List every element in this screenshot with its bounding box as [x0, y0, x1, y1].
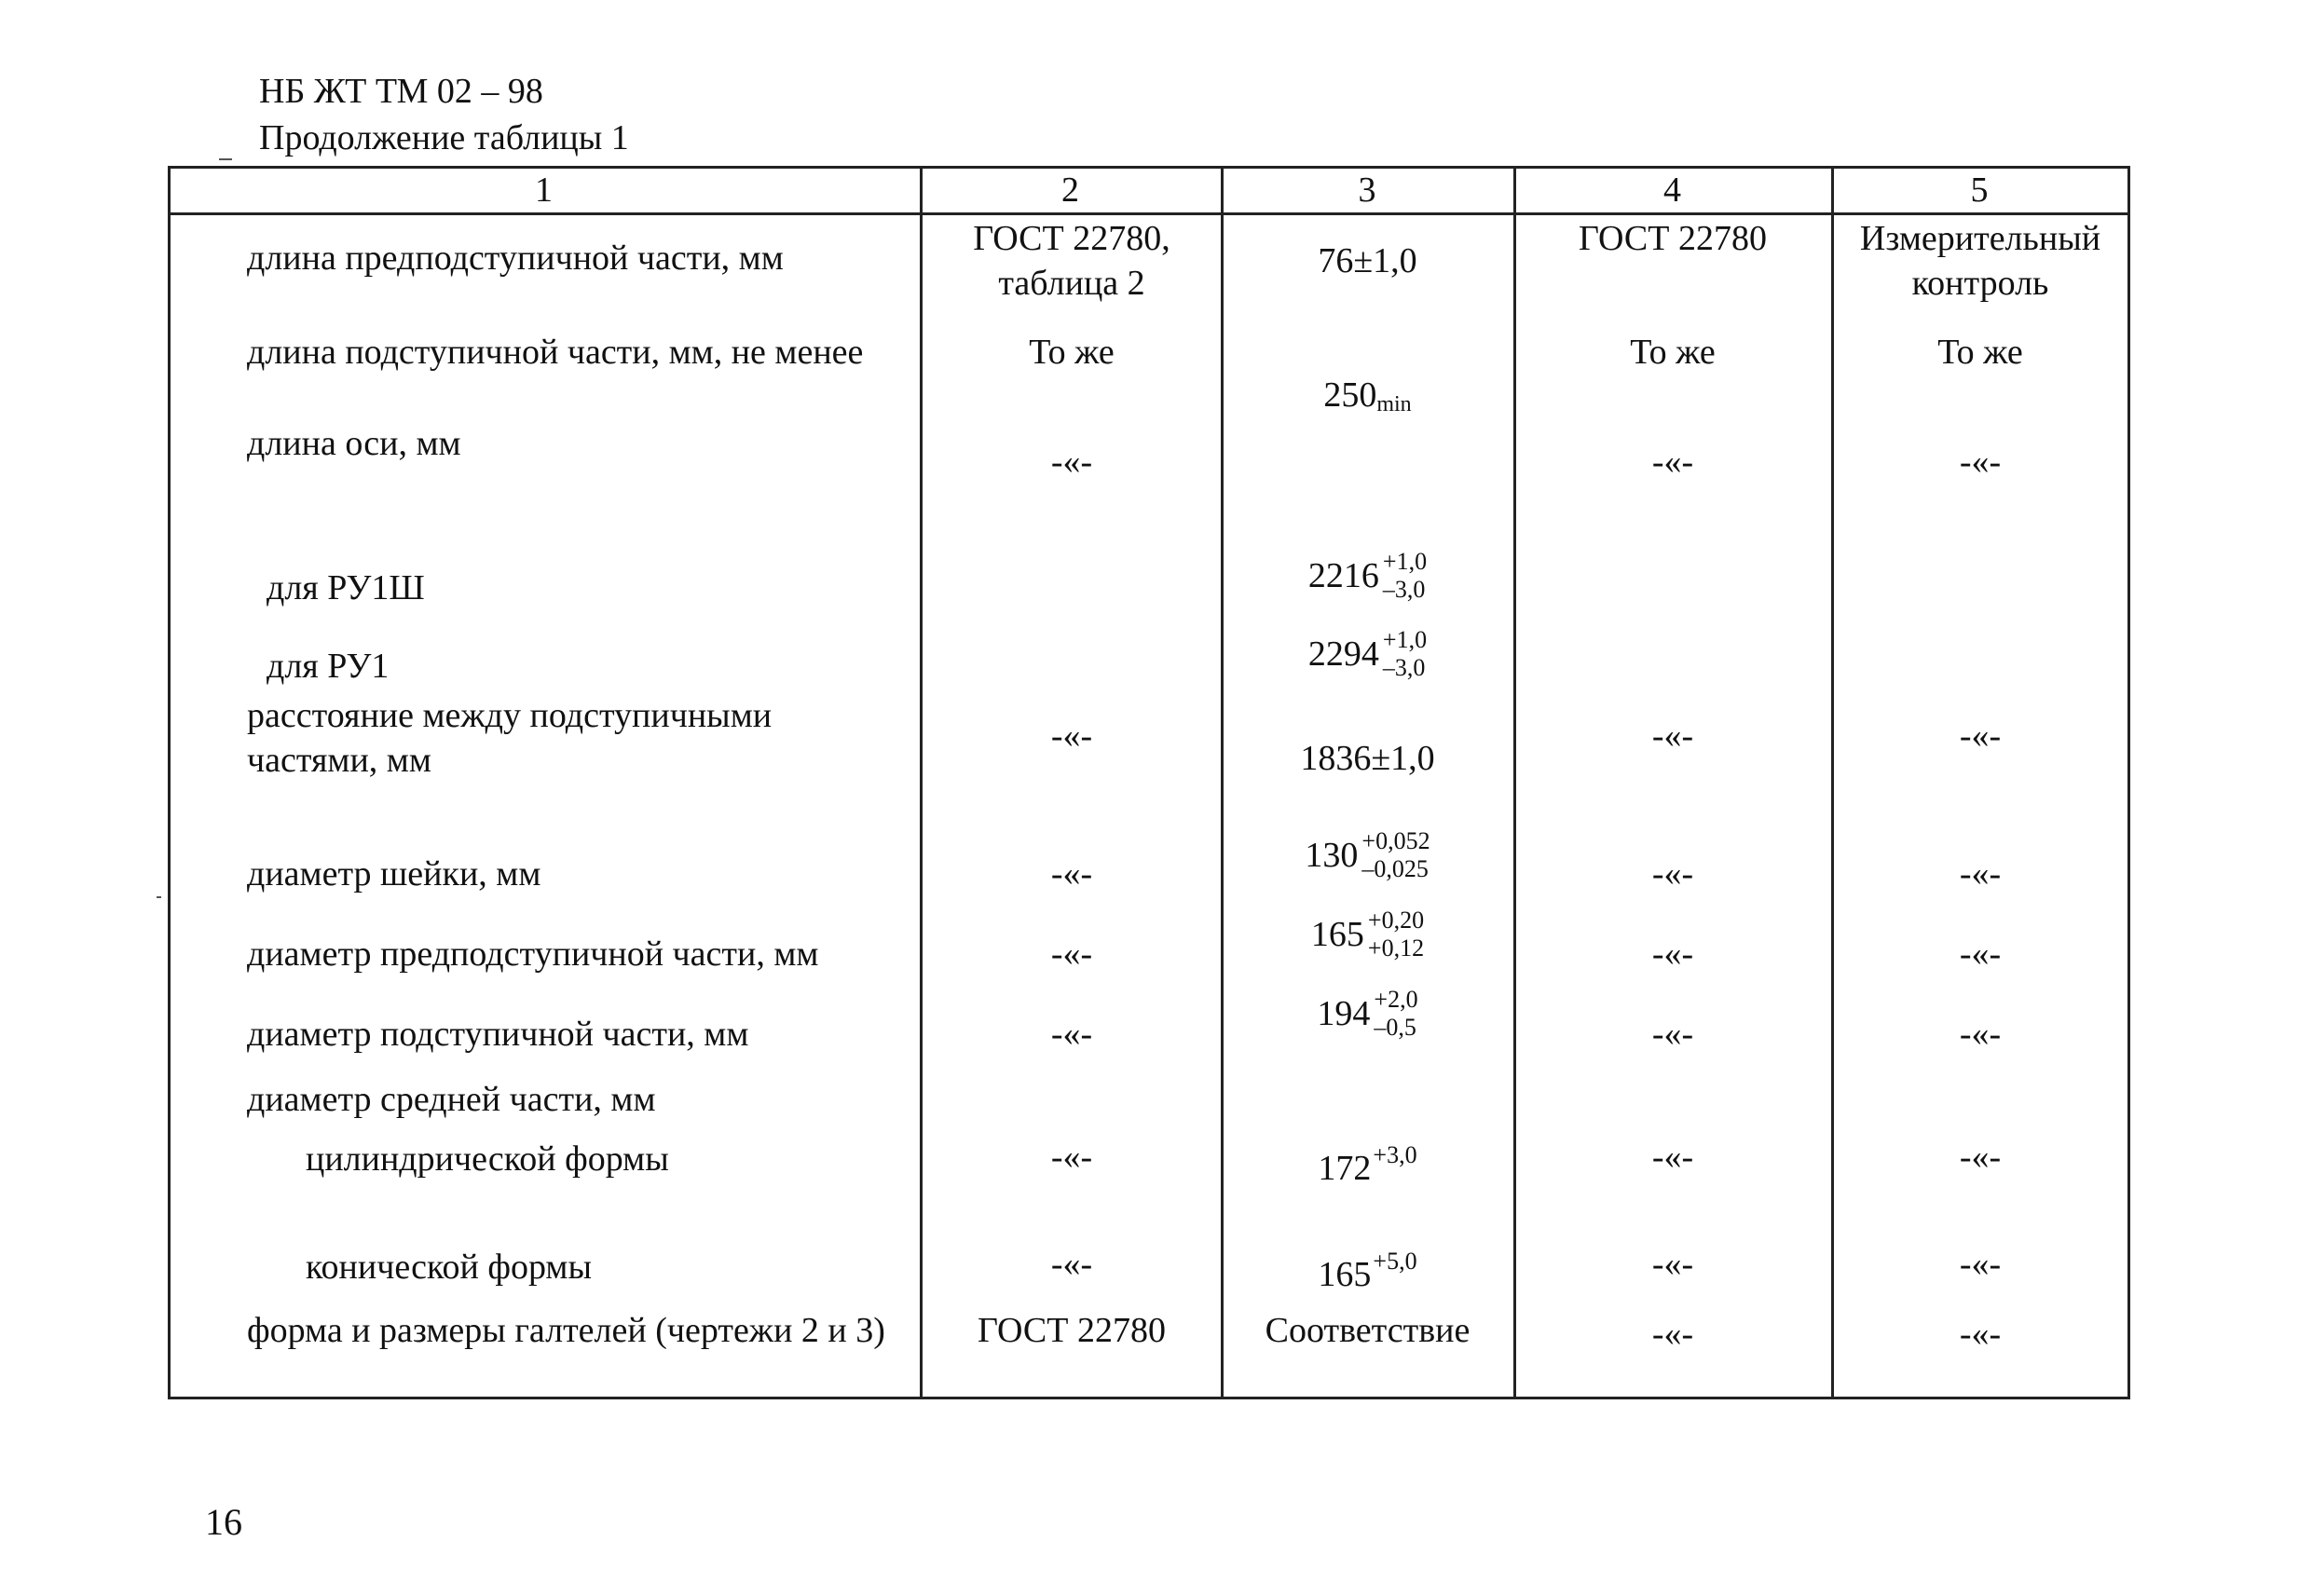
table-border-left [168, 166, 171, 1399]
column-divider [1513, 166, 1516, 1399]
param-label: диаметр средней части, мм [247, 1080, 656, 1119]
nominal-value [1225, 827, 1510, 883]
standard-ref: ГОСТ 22780 [978, 1311, 1166, 1350]
nominal-value [1225, 1141, 1510, 1191]
standard-ref: -«- [1050, 1138, 1093, 1177]
control-type: Измерительный контроль [1859, 219, 2101, 303]
method-ref: -«- [1651, 1315, 1694, 1354]
table-caption: Продолжение таблицы 1 [259, 118, 629, 157]
upper-deviation: +1,0 [1382, 548, 1428, 575]
standard-ref: -«- [1050, 443, 1093, 482]
param-label: диаметр шейки, мм [247, 854, 541, 893]
param-label: длина оси, мм [247, 424, 461, 463]
param-label: длина предподступичной части, мм [247, 239, 784, 278]
standard-ref: -«- [1050, 1245, 1093, 1284]
nominal-value [1225, 548, 1510, 604]
method-ref: -«- [1651, 854, 1694, 893]
nominal-value [1225, 626, 1510, 682]
upper-deviation: +0,20 [1367, 907, 1425, 934]
standard-ref: То же [1029, 333, 1115, 372]
value-base: 130 [1305, 836, 1359, 875]
nominal-value [1225, 1248, 1510, 1297]
nominal-value [1225, 373, 1510, 417]
control-type: -«- [1959, 1315, 2002, 1354]
standard-ref: -«- [1050, 716, 1093, 756]
lower-deviation: –3,0 [1382, 576, 1426, 603]
scan-mark [219, 158, 232, 160]
value-base: 165 [1318, 1255, 1372, 1294]
control-type: -«- [1959, 1138, 2002, 1177]
table-border-right [2127, 166, 2130, 1399]
upper-deviation: +1,0 [1382, 626, 1428, 653]
standard-ref: -«- [1050, 934, 1093, 974]
method-ref: -«- [1651, 1245, 1694, 1284]
nominal-value [1225, 907, 1510, 962]
lower-deviation: –0,025 [1361, 855, 1429, 882]
lower-deviation: +0,12 [1367, 934, 1425, 962]
method-ref: -«- [1651, 716, 1694, 756]
document-code: НБ ЖТ ТМ 02 – 98 [259, 72, 543, 111]
column-number: 2 [1061, 171, 1079, 210]
method-ref: -«- [1651, 934, 1694, 974]
data-table [168, 166, 2130, 1399]
param-label: длина подступичной части, мм, не менее [247, 333, 864, 372]
column-divider [1221, 166, 1224, 1399]
standard-ref: -«- [1050, 854, 1093, 893]
value-base: 2294 [1307, 634, 1379, 674]
method-ref: -«- [1651, 1015, 1694, 1054]
value-base: 250 [1323, 375, 1377, 415]
lower-deviation: –3,0 [1382, 654, 1426, 681]
control-type: -«- [1959, 1015, 2002, 1054]
nominal-value: 76±1,0 [1318, 241, 1417, 280]
upper-deviation: +3,0 [1373, 1141, 1417, 1168]
lower-deviation: –0,5 [1374, 1014, 1416, 1041]
column-number: 4 [1663, 171, 1681, 210]
standard-ref: -«- [1050, 1015, 1093, 1054]
control-type: -«- [1959, 1245, 2002, 1284]
scan-mark [157, 896, 161, 898]
method-ref: То же [1630, 333, 1716, 372]
param-label: диаметр подступичной части, мм [247, 1015, 749, 1054]
value-base: 194 [1317, 994, 1371, 1033]
param-label: для РУ1 [267, 647, 390, 686]
control-type: -«- [1959, 934, 2002, 974]
value-base: 172 [1318, 1149, 1372, 1188]
upper-deviation: +0,052 [1361, 827, 1430, 854]
column-divider [1831, 166, 1834, 1399]
param-label: конической формы [306, 1248, 592, 1287]
value-base: 165 [1310, 915, 1364, 954]
nominal-value: 1836±1,0 [1300, 739, 1435, 778]
param-label: форма и размеры галтелей (чертежи 2 и 3) [247, 1311, 885, 1350]
page-number: 16 [205, 1501, 242, 1543]
method-ref: -«- [1651, 1138, 1694, 1177]
column-number: 1 [535, 171, 553, 210]
control-type: -«- [1959, 854, 2002, 893]
param-label: для РУ1Ш [267, 568, 425, 607]
control-type: -«- [1959, 443, 2002, 482]
method-ref: ГОСТ 22780 [1579, 219, 1767, 258]
nominal-value: Соответствие [1265, 1311, 1471, 1350]
nominal-value [1225, 986, 1510, 1042]
column-divider [920, 166, 923, 1399]
control-type: -«- [1959, 716, 2002, 756]
table-border-bottom [168, 1397, 2130, 1399]
column-number: 5 [1970, 171, 1989, 210]
control-type: То же [1937, 333, 2023, 372]
param-label: диаметр предподступичной части, мм [247, 934, 819, 974]
upper-deviation: +5,0 [1373, 1248, 1417, 1275]
value-base: 2216 [1307, 556, 1379, 595]
param-label: цилиндрической формы [306, 1139, 669, 1179]
upper-deviation: +2,0 [1374, 986, 1418, 1013]
column-number: 3 [1358, 171, 1376, 210]
param-label: расстояние между подступичными частями, мм [247, 696, 773, 780]
standard-ref: ГОСТ 22780, таблица 2 [973, 219, 1170, 303]
value-subscript: min [1376, 392, 1412, 416]
method-ref: -«- [1651, 443, 1694, 482]
header-row-divider [168, 212, 2130, 215]
